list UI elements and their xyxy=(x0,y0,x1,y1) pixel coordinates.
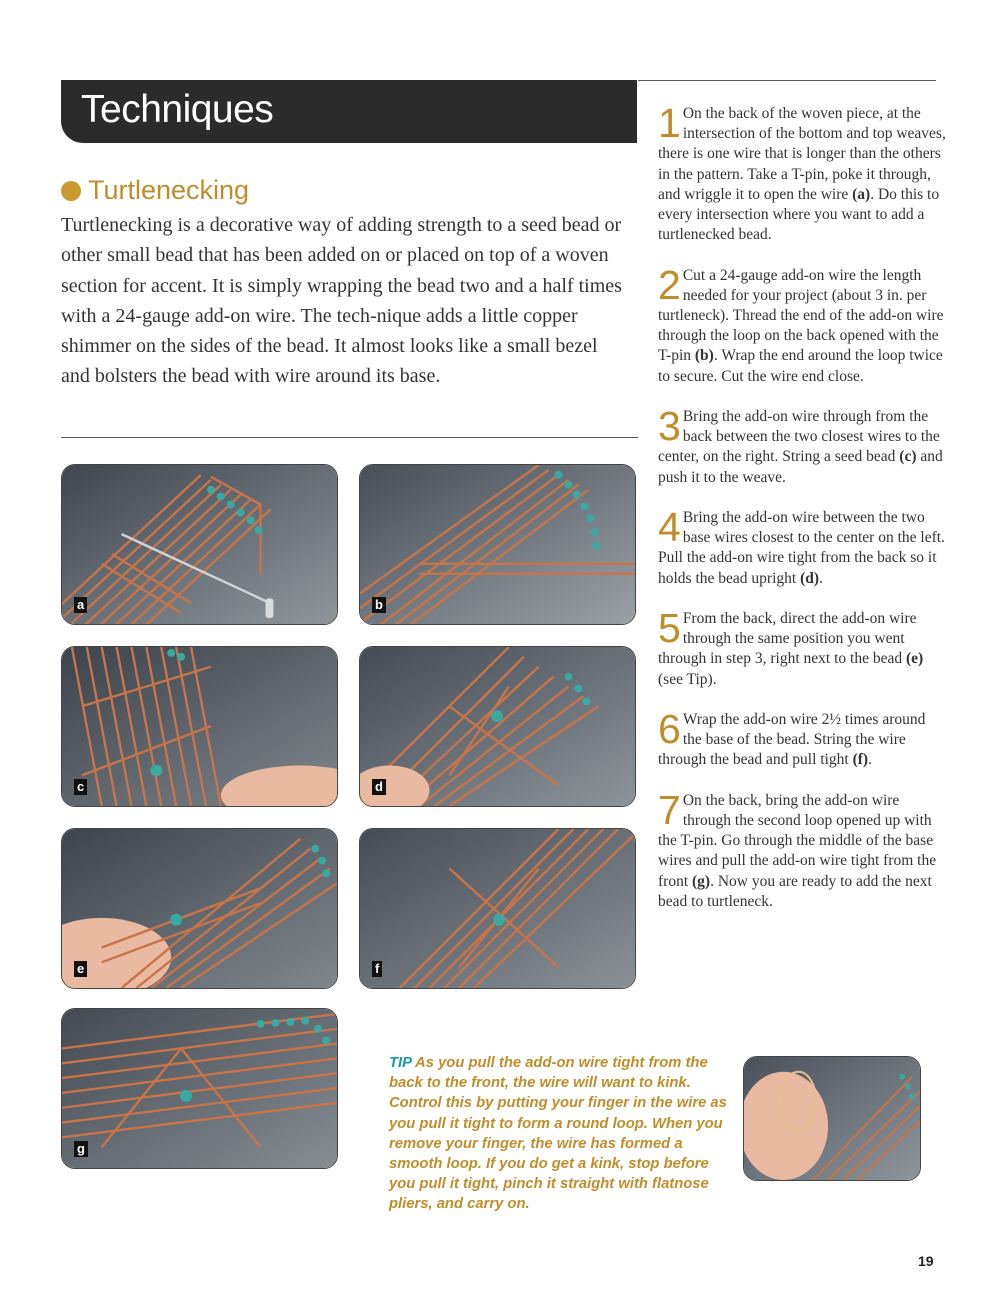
photo-ref: (a) xyxy=(852,185,871,203)
step-2 xyxy=(658,261,948,387)
step-text-end: . Now you are ready to add the next bead to turtleneck. xyxy=(658,872,932,910)
photo-ref: (g) xyxy=(692,872,711,890)
header-bar xyxy=(61,80,637,143)
step-6 xyxy=(658,706,948,771)
bullet-dot-icon xyxy=(61,181,81,201)
photo-label: f xyxy=(372,961,382,977)
photo-label: b xyxy=(372,597,386,613)
steps-list xyxy=(658,100,948,932)
step-text: Bring the add-on wire through from the back between the two closest wires to the center, on the right. String a seed bead xyxy=(658,408,940,466)
step-text-end: and push it to the weave. xyxy=(658,448,943,486)
photo-label: a xyxy=(74,597,87,613)
step-5 xyxy=(658,605,948,690)
photo-c xyxy=(61,646,338,807)
step-text: Bring the add-on wire between the two base wires closest to the center on the left. Pull the add-on wire tight from the back so it holds the bead upright xyxy=(658,509,945,587)
tip-label: TIP xyxy=(389,1055,412,1071)
step-text-end: . Wrap the end around the loop twice to secure. Cut the wire end close. xyxy=(658,347,943,385)
photo-label: c xyxy=(74,779,87,795)
finger-loop-image xyxy=(744,1057,920,1180)
step-text: On the back of the woven piece, at the intersection of the bottom and top weaves, there is one wire that is longer than the others in the pattern. Take a T-pin, poke it through, and wriggle it to open the wire xyxy=(658,105,946,203)
step-number: 6 xyxy=(658,706,681,753)
wire-weave-image xyxy=(62,647,337,806)
tip-box xyxy=(389,1053,731,1215)
step-text-end: . xyxy=(819,569,823,587)
photo-d xyxy=(359,646,636,807)
photo-a xyxy=(61,464,338,625)
step-number: 4 xyxy=(658,504,681,551)
step-text-end: . xyxy=(868,751,872,769)
page-title: Techniques xyxy=(81,88,274,131)
divider xyxy=(61,437,638,438)
step-number: 5 xyxy=(658,605,681,652)
step-4 xyxy=(658,504,948,589)
step-text: On the back, bring the add-on wire through the second loop opened up with the T-pin. Go through the middle of the base wires and pull the add-on wire tight from the front xyxy=(658,791,937,890)
intro-paragraph: Turtlenecking is a decorative way of adding strength to a seed bead or other small bead that has been added on or placed on top of a woven section for accent. It is simply wrapping the bead two and a half times with a 24-gauge add-on wire. The tech-nique adds a little copper shimmer on the sides of the bead. It almost looks like a small bezel and bolsters the bead with wire around its base. xyxy=(61,214,622,388)
wire-weave-image xyxy=(62,1009,337,1168)
step-text-end: . Do this to every intersection where you want to add a turtlenecked bead. xyxy=(658,185,940,244)
step-text: From the back, direct the add-on wire through the same position you went through in step 3, right next to the bead xyxy=(658,610,917,668)
step-number: 3 xyxy=(658,403,681,450)
step-1 xyxy=(658,100,948,245)
wire-weave-image xyxy=(360,647,635,806)
photo-ref: (c) xyxy=(899,448,917,466)
photo-e xyxy=(61,828,338,989)
wire-weave-image xyxy=(360,829,635,988)
wire-weave-image xyxy=(62,829,337,988)
section-title: Turtlenecking xyxy=(88,175,250,205)
step-text-end: (see Tip). xyxy=(658,670,717,688)
page-number: 19 xyxy=(918,1253,934,1269)
step-text: Wrap the add-on wire 2½ times around the base of the bead. String the wire through the bead and pull tight xyxy=(658,711,926,769)
photo-ref: (d) xyxy=(800,569,820,587)
step-7 xyxy=(658,786,948,912)
wire-weave-image xyxy=(360,465,635,624)
step-number: 7 xyxy=(658,786,681,833)
top-rule xyxy=(638,80,936,81)
photo-g xyxy=(61,1008,338,1169)
step-number: 1 xyxy=(658,100,681,146)
photo-ref: (e) xyxy=(905,650,924,668)
photo-label: e xyxy=(74,961,87,977)
tip-photo xyxy=(743,1056,921,1181)
photo-f xyxy=(359,828,636,989)
photo-label: g xyxy=(74,1141,88,1157)
step-number: 2 xyxy=(658,261,681,308)
photo-b xyxy=(359,464,636,625)
step-text: Cut a 24-gauge add-on wire the length needed for your project (about 3 in. per turtleneck). Thread the end of the add-on wire through the loop on the back opened with the T-pin xyxy=(658,266,944,365)
photo-label: d xyxy=(372,779,386,795)
section-heading xyxy=(61,175,249,206)
tip-text: As you pull the add-on wire tight from the back to the front, the wire will want to kink. Control this by putting your finger in the wire as you pull it tight to form a round loop. When you remove your finger, the wire has formed a smooth loop. If you do get a kink, stop before you pull it tight, pinch it straight with flatnose pliers, and carry on. xyxy=(389,1055,727,1213)
step-3 xyxy=(658,403,948,488)
photo-ref: (f) xyxy=(852,751,869,769)
photo-ref: (b) xyxy=(694,347,714,365)
wire-weave-image xyxy=(62,465,337,624)
